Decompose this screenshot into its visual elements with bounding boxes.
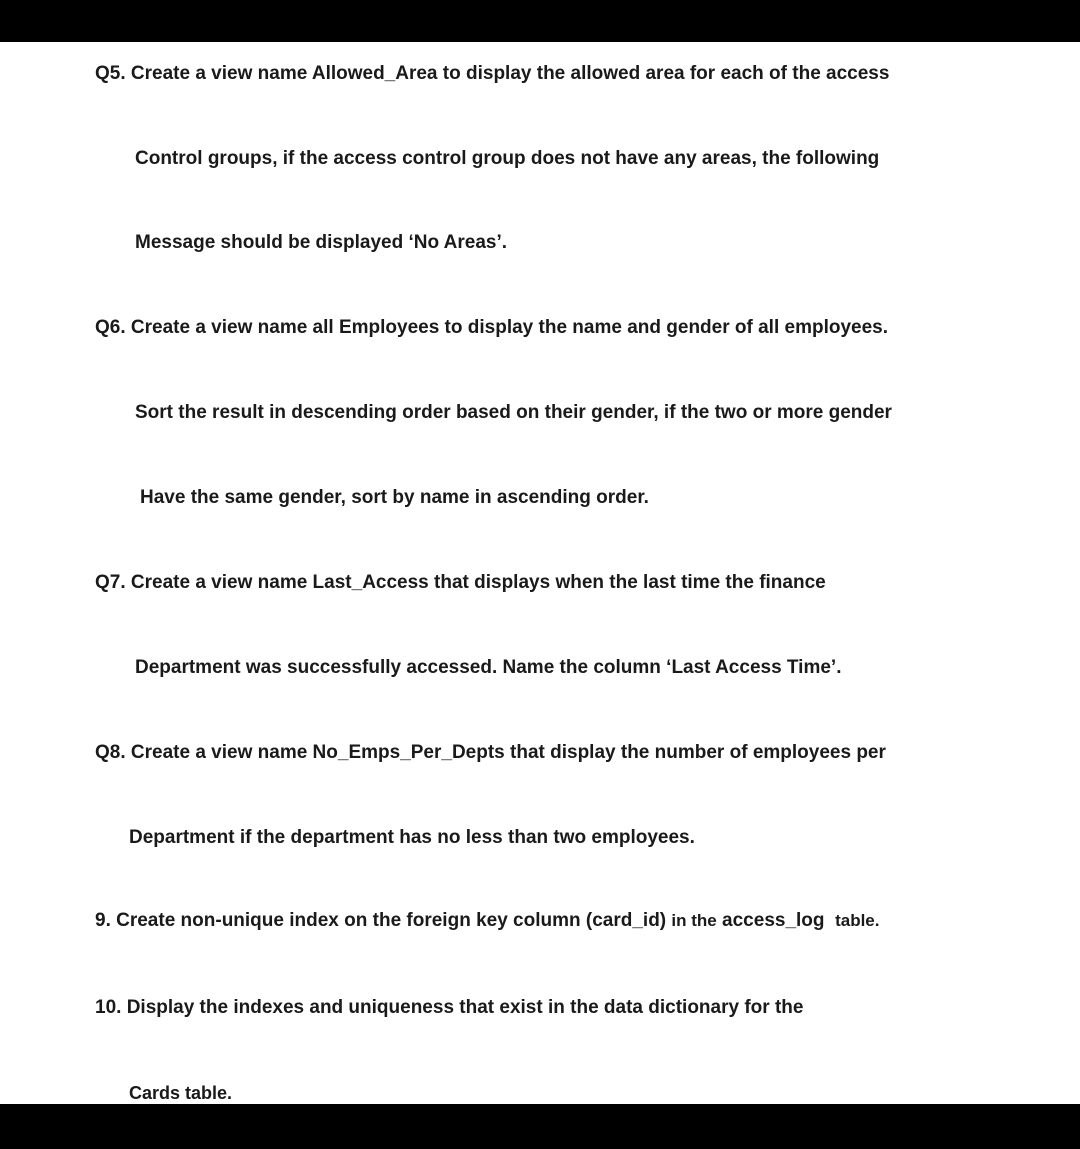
- q9-line: [95, 910, 879, 932]
- q6-line-3: Have the same gender, sort by name in ascending order.: [140, 487, 649, 508]
- q9-in-the-text: in the: [671, 911, 717, 930]
- q9-access-log-text: access_log: [722, 910, 825, 931]
- top-black-bar: [0, 0, 1080, 42]
- document-page: [0, 42, 1080, 1104]
- q5-line-2: Control groups, if the access control group does not have any areas, the following: [135, 148, 880, 169]
- q10-line-1: 10. Display the indexes and uniqueness that exist in the data dictionary for the: [95, 997, 804, 1018]
- q8-line-2: Department if the department has no less than two employees.: [129, 827, 695, 848]
- q7-line-2: Department was successfully accessed. Name the column ‘Last Access Time’.: [135, 657, 842, 678]
- q5-line-1: Q5. Create a view name Allowed_Area to display the allowed area for each of the access: [95, 63, 890, 84]
- q5-line-3: Message should be displayed ‘No Areas’.: [135, 232, 508, 253]
- q6-line-1: Q6. Create a view name all Employees to display the name and gender of all employees.: [95, 317, 889, 338]
- q6-line-2: Sort the result in descending order based on their gender, if the two or more gender: [135, 402, 892, 423]
- q10-line-2: Cards table.: [129, 1083, 233, 1103]
- bottom-black-bar: [0, 1104, 1080, 1149]
- q7-line-1: Q7. Create a view name Last_Access that displays when the last time the finance: [95, 572, 826, 593]
- q9-table-text: table.: [835, 911, 880, 930]
- q8-line-1: Q8. Create a view name No_Emps_Per_Depts that display the number of employees per: [95, 742, 886, 763]
- q9-main-text: 9. Create non-unique index on the foreign key column (card_id): [95, 910, 667, 931]
